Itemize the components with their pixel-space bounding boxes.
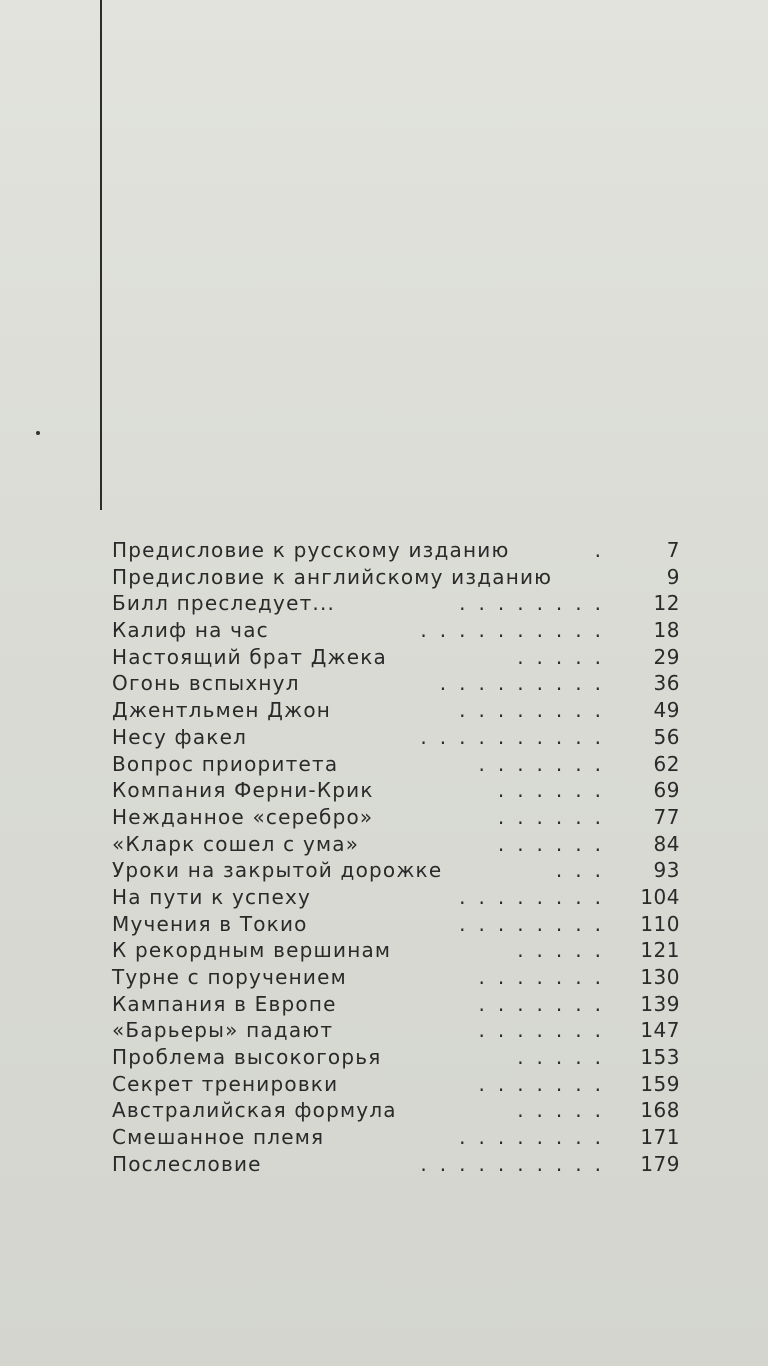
toc-leader-dots: ........ [459, 698, 614, 723]
toc-entry-page: 171 [640, 1125, 680, 1150]
toc-entry-page: 147 [640, 1018, 680, 1043]
toc-entry-page: 153 [640, 1045, 680, 1070]
toc-leader-dots: ........ [459, 1125, 614, 1150]
toc-leader-dots: ..... [517, 1098, 614, 1123]
toc-entry [112, 1017, 680, 1044]
toc-entry-page: 7 [666, 538, 680, 562]
toc-entry [112, 1124, 680, 1151]
toc-entry-page: 121 [640, 938, 680, 963]
toc-entry [112, 537, 680, 564]
table-of-contents [112, 537, 680, 1178]
toc-entry-title: Компания Ферни-Крик [112, 778, 374, 803]
toc-entry [112, 1071, 680, 1098]
toc-entry-title: Предисловие к английскому изданию [112, 564, 553, 589]
toc-entry-title: Секрет тренировки [112, 1071, 339, 1096]
toc-entry [112, 991, 680, 1018]
toc-entry-title: Калиф на час [112, 618, 269, 643]
toc-leader-dots: . [594, 538, 614, 562]
toc-leader-dots: ...... [497, 804, 614, 829]
toc-entry-page: 179 [640, 1151, 680, 1176]
toc-leader-dots: ..... [517, 644, 614, 669]
toc-entry [112, 617, 680, 644]
toc-entry-title: Послесловие [112, 1151, 262, 1176]
toc-entry [112, 804, 680, 831]
toc-entry-title: «Кларк сошел с ума» [112, 831, 360, 856]
toc-leader-dots: ... [555, 858, 614, 883]
toc-leader-dots: ....... [478, 1071, 614, 1096]
toc-entry [112, 724, 680, 751]
toc-entry [112, 697, 680, 724]
toc-entry-title: Вопрос приоритета [112, 751, 339, 776]
toc-entry-title: Смешанное племя [112, 1125, 325, 1150]
toc-entry-title: Билл преследует... [112, 591, 336, 616]
toc-entry [112, 964, 680, 991]
toc-entry-page: 36 [653, 671, 680, 696]
toc-entry-page: 84 [653, 831, 680, 856]
toc-entry-page: 159 [640, 1071, 680, 1096]
toc-entry-title: Кампания в Европе [112, 991, 337, 1016]
toc-leader-dots: ....... [478, 1018, 614, 1043]
toc-entry [112, 1151, 680, 1178]
toc-entry-page: 130 [640, 965, 680, 989]
toc-leader-dots: ....... [478, 965, 614, 989]
toc-entry-page: 9 [666, 564, 680, 589]
toc-leader-dots: .......... [420, 618, 614, 643]
toc-leader-dots: ..... [517, 938, 614, 963]
toc-entry-title: Турне с поручением [112, 965, 347, 989]
toc-leader-dots: ........ [459, 884, 614, 909]
toc-entry-title: На пути к успеху [112, 884, 312, 909]
toc-leader-dots: ........ [459, 911, 614, 936]
toc-leader-dots: ....... [478, 991, 614, 1016]
toc-entry-page: 12 [653, 591, 680, 616]
print-speck [36, 431, 40, 435]
toc-leader-dots: ......... [439, 671, 614, 696]
toc-entry-page: 56 [653, 724, 680, 749]
toc-entry [112, 751, 680, 778]
toc-entry [112, 911, 680, 938]
toc-entry [112, 670, 680, 697]
toc-entry-page: 49 [653, 698, 680, 723]
toc-leader-dots: .......... [420, 724, 614, 749]
toc-leader-dots: ...... [497, 778, 614, 803]
toc-entry-title: «Барьеры» падают [112, 1018, 334, 1043]
toc-entry-page: 77 [653, 804, 680, 829]
toc-entry-title: К рекордным вершинам [112, 938, 392, 963]
toc-entry-page: 93 [653, 858, 680, 883]
toc-entry-title: Огонь вспыхнул [112, 671, 300, 696]
toc-leader-dots: ....... [478, 751, 614, 776]
toc-entry [112, 1097, 680, 1124]
vertical-rule [100, 0, 102, 510]
toc-entry-page: 104 [640, 884, 680, 909]
toc-leader-dots: ..... [517, 1045, 614, 1070]
toc-leader-dots: ...... [497, 831, 614, 856]
toc-entry-page: 168 [640, 1098, 680, 1123]
toc-entry [112, 937, 680, 964]
toc-entry-title: Проблема высокогорья [112, 1045, 382, 1070]
toc-leader-dots: ........ [459, 591, 614, 616]
toc-entry [112, 831, 680, 858]
toc-entry-title: Нежданное «серебро» [112, 804, 374, 829]
toc-entry-title: Предисловие к русскому изданию [112, 538, 510, 562]
toc-entry-title: Несу факел [112, 724, 248, 749]
toc-entry [112, 590, 680, 617]
toc-entry-title: Австралийская формула [112, 1098, 397, 1123]
toc-entry-page: 139 [640, 991, 680, 1016]
toc-leader-dots: .......... [420, 1151, 614, 1176]
toc-entry-title: Уроки на закрытой дорожке [112, 858, 443, 883]
toc-entry [112, 564, 680, 591]
toc-entry-page: 110 [640, 911, 680, 936]
toc-entry-title: Мучения в Токио [112, 911, 308, 936]
toc-entry [112, 777, 680, 804]
toc-entry-page: 29 [653, 644, 680, 669]
toc-entry-page: 69 [653, 778, 680, 803]
toc-entry [112, 1044, 680, 1071]
toc-entry-page: 62 [653, 751, 680, 776]
toc-entry [112, 857, 680, 884]
toc-entry [112, 644, 680, 671]
toc-entry-title: Джентльмен Джон [112, 698, 332, 723]
toc-entry-title: Настоящий брат Джека [112, 644, 387, 669]
toc-entry [112, 884, 680, 911]
toc-entry-page: 18 [653, 618, 680, 643]
